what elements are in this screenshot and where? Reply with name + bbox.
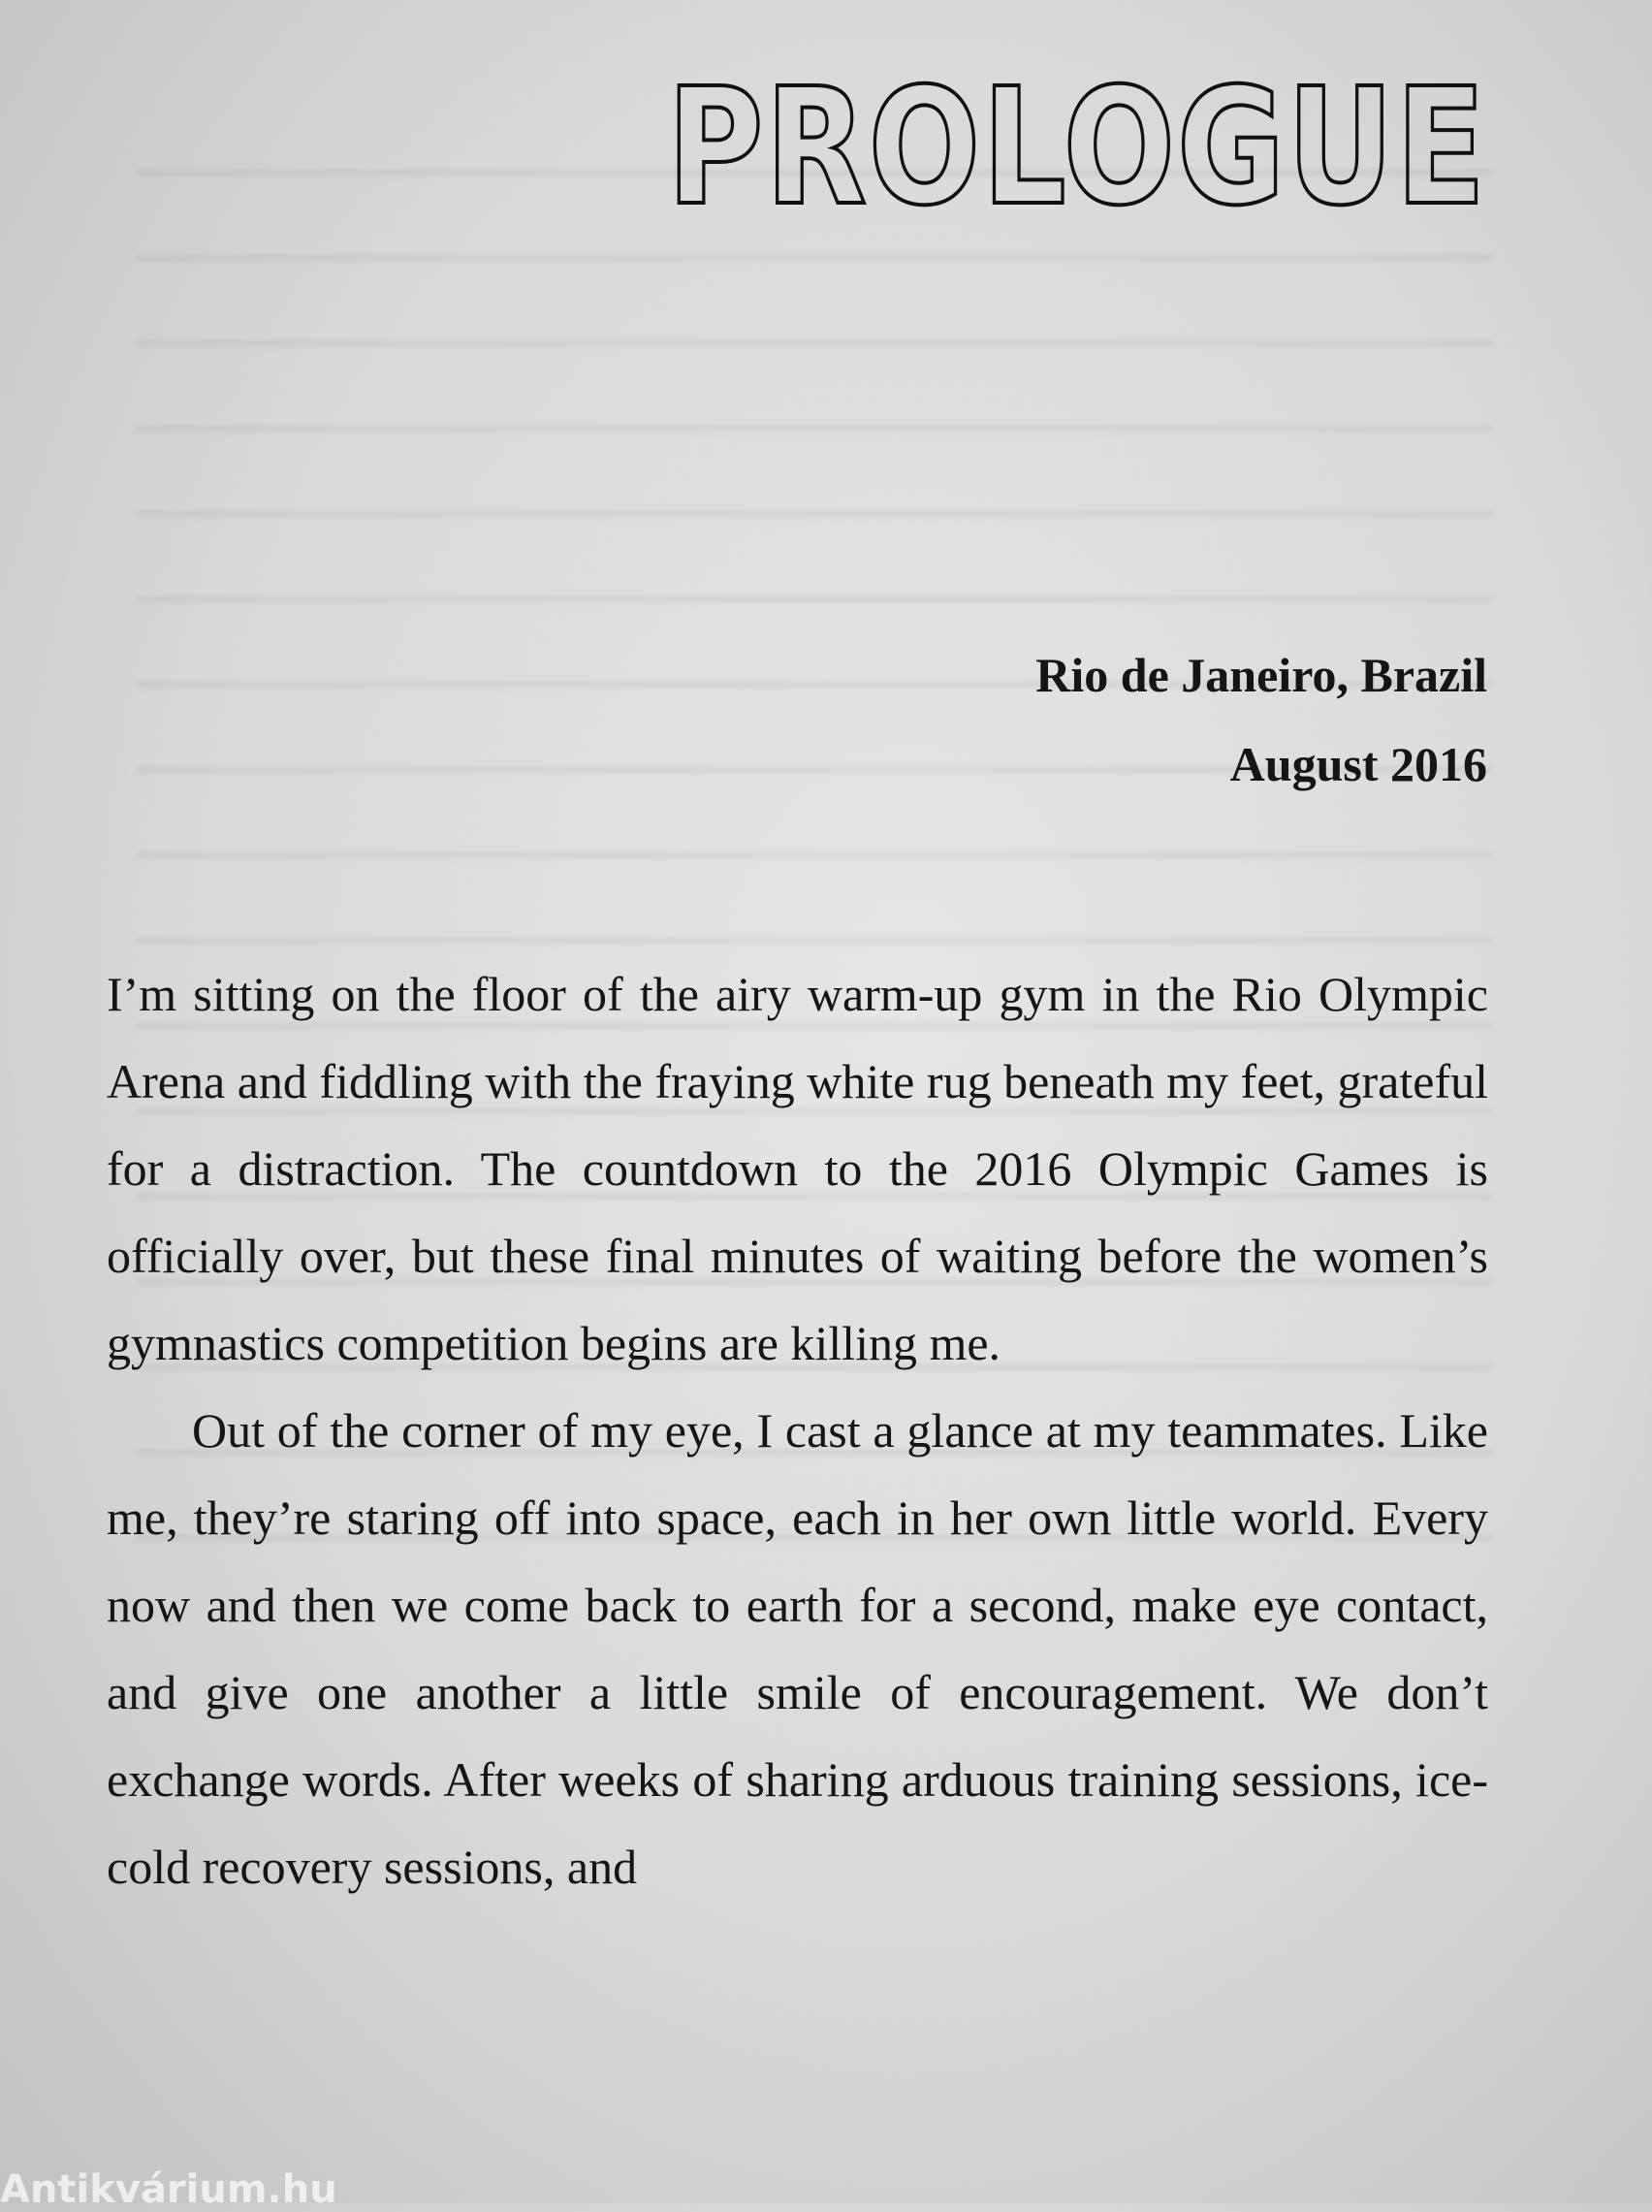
dateline-location: Rio de Janeiro, Brazil (1035, 648, 1487, 702)
chapter-title: PROLOGUE (666, 54, 1487, 241)
dateline (1035, 630, 1487, 809)
paragraph: I’m sitting on the floor of the airy warm-up gym in the Rio Olympic Arena and fiddling with the fraying white rug beneath my feet, grateful for a distraction. The countdown to the 2016 Olympic Games is officially over, but these final minutes of waiting before the women’s gymnastics competition begins are killing me. (107, 967, 1488, 1370)
paragraph: Out of the corner of my eye, I cast a glance at my teammates. Like me, they’re staring off into space, each in her own little world. Every now and then we come back to earth for a second, make eye contact, and give one another a little smile of encouragement. We don’t exchange words. After weeks of sharing arduous training sessions, ice-cold recovery sessions, and (107, 1403, 1488, 1894)
body-text (107, 950, 1488, 1910)
watermark: Antikvárium.hu (0, 2167, 337, 2212)
dateline-date: August 2016 (1229, 737, 1487, 791)
